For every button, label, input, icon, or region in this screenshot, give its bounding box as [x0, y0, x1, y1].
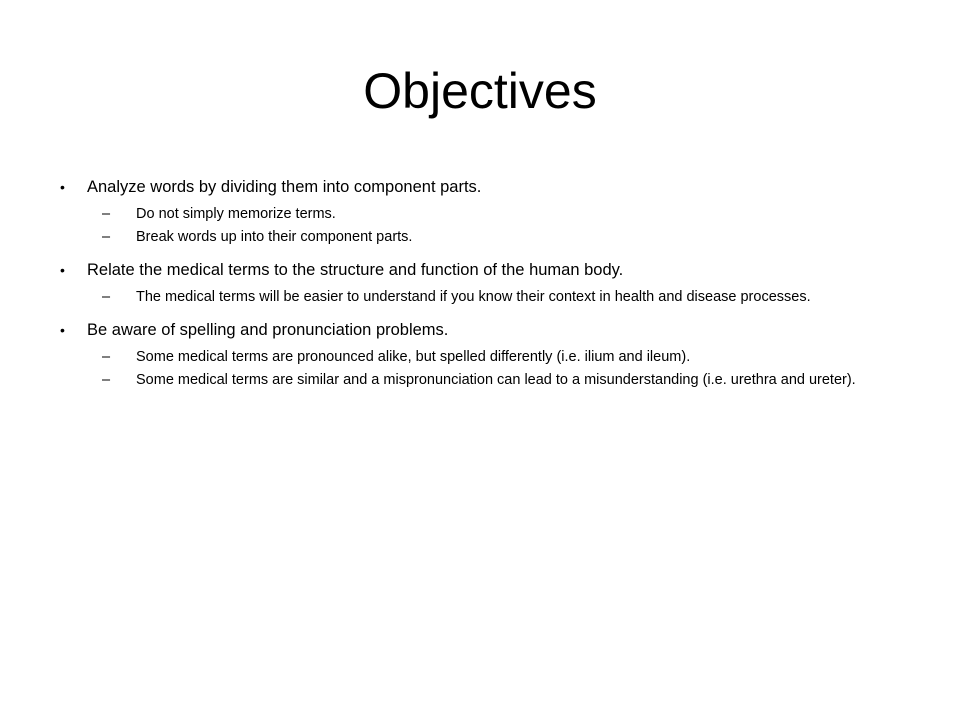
- sub-marker: –: [102, 349, 111, 365]
- sub-item: [60, 287, 900, 307]
- bullet-text: Analyze words by dividing them into component parts.: [87, 178, 482, 196]
- sub-item: [60, 227, 900, 247]
- sub-text: Some medical terms are pronounced alike, but spelled differently (i.e. ilium and ileum).: [136, 349, 691, 365]
- sub-item: [60, 370, 900, 390]
- slide-content: [60, 176, 900, 402]
- sub-text: The medical terms will be easier to understand if you know their context in health and disease processes.: [136, 289, 811, 305]
- sub-list: [60, 204, 900, 247]
- bullet-marker: •: [60, 179, 65, 195]
- bullet-marker: •: [60, 322, 65, 338]
- sub-marker: –: [102, 206, 111, 222]
- sub-list: [60, 347, 900, 390]
- slide-title: Objectives: [363, 63, 597, 119]
- bullet-item: [60, 319, 900, 341]
- sub-marker: –: [102, 229, 111, 245]
- bullet-marker: •: [60, 262, 65, 278]
- sub-text: Some medical terms are similar and a mispronunciation can lead to a misunderstanding (i.e. urethra and ureter).: [136, 372, 856, 388]
- bullet-item: [60, 259, 900, 281]
- sub-list: [60, 287, 900, 307]
- bullet-text: Relate the medical terms to the structure and function of the human body.: [87, 261, 624, 279]
- sub-marker: –: [102, 289, 111, 305]
- sub-text: Break words up into their component parts.: [136, 229, 413, 245]
- bullet-item: [60, 176, 900, 198]
- sub-marker: –: [102, 372, 111, 388]
- sub-item: [60, 347, 900, 367]
- sub-text: Do not simply memorize terms.: [136, 206, 336, 222]
- bullet-text: Be aware of spelling and pronunciation problems.: [87, 321, 449, 339]
- sub-item: [60, 204, 900, 224]
